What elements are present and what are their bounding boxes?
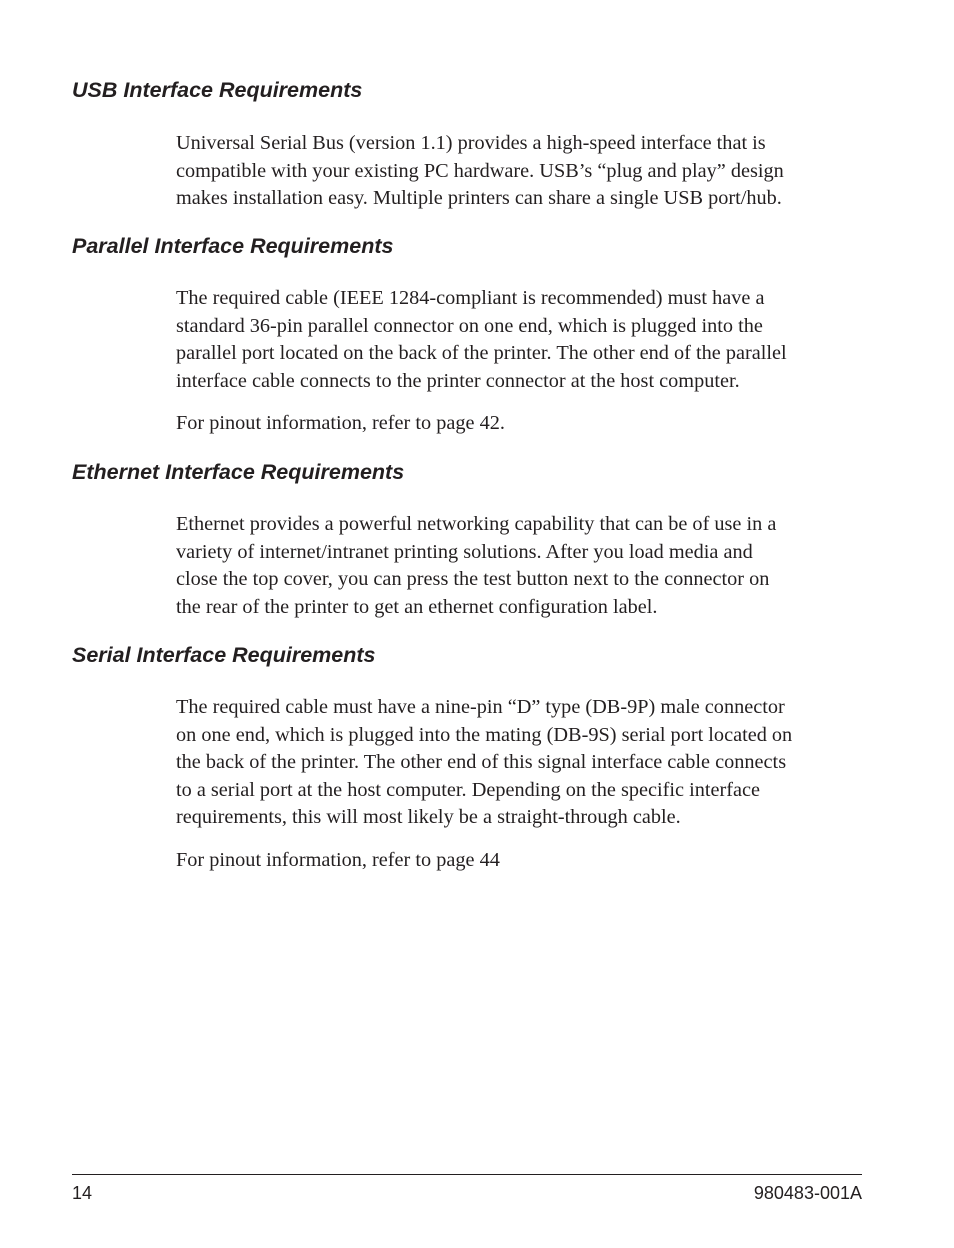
text-line: standard 36-pin parallel connector on one end, which is plugged into the bbox=[176, 314, 763, 337]
text-line: Ethernet provides a powerful networking capability that can be of use in a bbox=[176, 513, 777, 535]
section-heading-parallel: Parallel Interface Requirements bbox=[72, 234, 394, 258]
page-number: 14 bbox=[72, 1183, 93, 1203]
text-line: requirements, this will most likely be a straight-through cable. bbox=[176, 806, 681, 828]
parallel-paragraph bbox=[176, 285, 876, 395]
text-line: interface cable connects to the printer connector at the host computer. bbox=[176, 369, 740, 392]
serial-pinout-note bbox=[176, 847, 876, 875]
usb-paragraph bbox=[176, 130, 876, 213]
text-line: the back of the printer. The other end of this signal interface cable connects bbox=[176, 751, 787, 773]
parallel-pinout-note bbox=[176, 410, 876, 438]
ethernet-paragraph bbox=[176, 511, 876, 621]
text-line: parallel port located on the back of the printer. The other end of the parallel bbox=[176, 342, 787, 364]
text-line: The required cable must have a nine-pin “D” type (DB-9P) male connector bbox=[176, 696, 785, 718]
text-line: The required cable (IEEE 1284-compliant is recommended) must have a bbox=[176, 287, 765, 309]
text-line: compatible with your existing PC hardware. USB’s “plug and play” design bbox=[176, 159, 784, 182]
section-heading-ethernet: Ethernet Interface Requirements bbox=[72, 460, 405, 484]
footer-divider bbox=[72, 1174, 862, 1175]
section-heading-serial: Serial Interface Requirements bbox=[72, 643, 376, 667]
text-line: the rear of the printer to get an ethernet configuration label. bbox=[176, 595, 658, 618]
text-line: on one end, which is plugged into the mating (DB-9S) serial port located on bbox=[176, 723, 793, 746]
text-line: variety of internet/intranet printing solutions. After you load media and bbox=[176, 540, 753, 563]
section-heading-usb: USB Interface Requirements bbox=[72, 78, 363, 102]
text-line: Universal Serial Bus (version 1.1) provides a high-speed interface that is bbox=[176, 132, 766, 154]
text-line: makes installation easy. Multiple printers can share a single USB port/hub. bbox=[176, 187, 782, 209]
text-line: close the top cover, you can press the test button next to the connector on bbox=[176, 568, 770, 590]
serial-paragraph bbox=[176, 694, 876, 832]
document-number: 980483-001A bbox=[753, 1183, 862, 1203]
text-line: For pinout information, refer to page 42. bbox=[176, 412, 505, 434]
text-line: to a serial port at the host computer. Depending on the specific interface bbox=[176, 778, 761, 801]
text-line: For pinout information, refer to page 44 bbox=[176, 849, 500, 871]
